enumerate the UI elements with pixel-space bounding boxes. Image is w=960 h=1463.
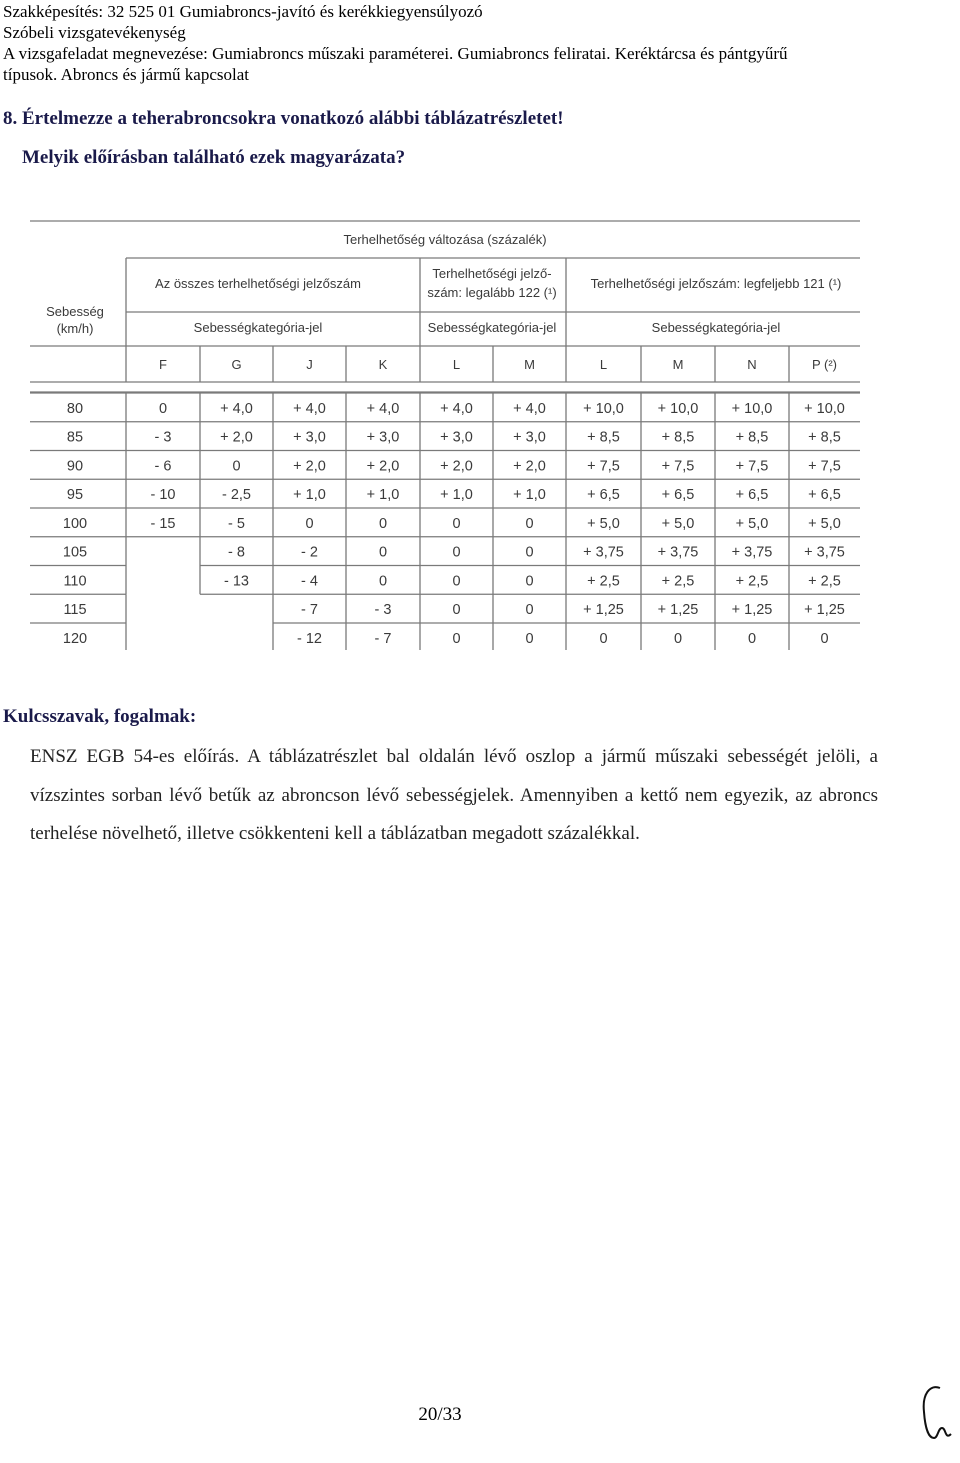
table-cell: + 3,0 (366, 429, 400, 446)
column-letter: L (452, 357, 461, 372)
table-cell: + 1,25 (804, 602, 845, 619)
row-speed: 120 (62, 630, 88, 647)
table-cell: + 3,75 (657, 544, 699, 561)
table-cell: 0 (525, 573, 534, 590)
table-cell: + 10,0 (731, 400, 773, 417)
table-cell: 0 (525, 602, 534, 619)
table-cell: + 8,5 (735, 429, 769, 446)
table-cell: + 3,0 (513, 429, 546, 446)
row-speed: 85 (66, 429, 84, 446)
column-letter: P (²) (811, 357, 838, 372)
table-cell: + 2,0 (513, 458, 546, 475)
table-cell: + 4,0 (293, 400, 326, 417)
table-cell: + 2,0 (440, 458, 473, 475)
table-cell: 0 (378, 544, 388, 561)
table-cell: + 6,5 (735, 487, 769, 504)
table-cell: 0 (305, 515, 314, 532)
signature-mark (918, 1382, 954, 1442)
question-line-2: Melyik előírásban található ezek magyarázata? (22, 147, 406, 168)
load-change-table (30, 220, 860, 650)
table-cell: + 10,0 (804, 400, 845, 417)
page-number: 20/33 (418, 1404, 462, 1425)
table-cell: 0 (452, 573, 461, 590)
table-cell: + 3,75 (583, 544, 624, 561)
load-change-table-graphic (30, 220, 860, 650)
column-letter: M (524, 357, 535, 372)
table-cell: - 6 (154, 458, 172, 475)
table-cell: - 13 (224, 573, 249, 590)
table-cell: + 3,0 (293, 429, 326, 446)
subheader-speed-category-3: Sebességkategória-jel (651, 320, 781, 335)
speed-label-line-2: (km/h) (56, 321, 94, 336)
table-cell: 0 (158, 400, 168, 417)
header-line-3: A vizsgafeladat megnevezése: Gumiabroncs műszaki paraméterei. Gumiabroncs feliratai. Keréktárcsa és pántgyűrű (3, 44, 788, 63)
table-cell: - 10 (150, 487, 176, 504)
table-cell: 0 (599, 630, 608, 647)
table-cell: + 7,5 (587, 458, 620, 475)
column-letter: J (306, 357, 313, 372)
header-line-2: Szóbeli vizsgatevékenység (3, 23, 186, 42)
table-cell: + 10,0 (657, 400, 699, 417)
table-cell: + 5,0 (587, 515, 620, 532)
table-cell: + 10,0 (583, 400, 624, 417)
table-cell: 0 (452, 602, 461, 619)
table-cell: + 1,0 (366, 487, 400, 504)
table-cell: + 7,5 (735, 458, 769, 475)
table-cell: - 8 (228, 544, 245, 561)
table-cell: - 3 (154, 429, 172, 446)
group-max-121: Terhelhetőségi jelzőszám: legfeljebb 121 (¹) (590, 276, 842, 291)
table-cell: + 4,0 (366, 400, 400, 417)
table-cell: + 8,5 (808, 429, 841, 446)
row-speed: 105 (62, 544, 88, 561)
row-speed: 110 (63, 573, 87, 590)
table-cell: + 1,25 (657, 602, 699, 619)
table-cell: 0 (673, 630, 683, 647)
column-letter: N (747, 357, 757, 372)
row-speed: 80 (66, 400, 84, 417)
column-letter: G (231, 357, 242, 372)
table-cell: 0 (452, 515, 461, 532)
table-cell: 0 (452, 544, 461, 561)
table-cell: + 4,0 (220, 400, 253, 417)
column-letter: M (672, 357, 684, 372)
table-cell: - 15 (150, 515, 176, 532)
table-cell: + 1,0 (293, 487, 326, 504)
table-title: Terhelhetőség változása (százalék) (343, 232, 547, 247)
column-letter: F (159, 357, 167, 372)
header-line-1: Szakképesítés: 32 525 01 Gumiabroncs-javító és kerékkiegyensúlyozó (3, 2, 483, 21)
table-cell: + 6,5 (808, 487, 841, 504)
table-cell: + 5,0 (661, 515, 695, 532)
table-cell: + 4,0 (513, 400, 546, 417)
group-min-122-line-1: Terhelhetőségi jelző- (432, 266, 552, 281)
table-cell: - 12 (297, 630, 322, 647)
table-cell: 0 (525, 544, 534, 561)
table-cell: + 1,25 (731, 602, 773, 619)
table-cell: - 5 (228, 515, 245, 532)
keywords-heading: Kulcsszavak, fogalmak: (3, 706, 197, 727)
table-cell: - 7 (374, 630, 392, 647)
table-cell: 0 (820, 630, 829, 647)
row-speed: 95 (66, 487, 84, 504)
table-cell: - 2 (301, 544, 318, 561)
table-cell: + 2,0 (220, 429, 253, 446)
table-cell: + 2,0 (366, 458, 400, 475)
table-cell: + 2,5 (735, 573, 769, 590)
table-cell: 0 (378, 515, 388, 532)
table-cell: + 5,0 (808, 515, 841, 532)
table-cell: - 2,5 (221, 487, 252, 504)
table-cell: + 7,5 (808, 458, 841, 475)
table-cell: 0 (232, 458, 241, 475)
column-letter: K (378, 357, 388, 372)
table-cell: + 2,5 (661, 573, 695, 590)
table-cell: 0 (452, 630, 461, 647)
table-cell: + 4,0 (440, 400, 473, 417)
subheader-speed-category-2: Sebességkategória-jel (427, 320, 557, 335)
row-speed: 115 (63, 602, 87, 619)
row-speed: 100 (62, 515, 88, 532)
table-cell: + 1,0 (440, 487, 473, 504)
speed-label-line-1: Sebesség (46, 304, 104, 319)
table-cell: - 4 (301, 573, 318, 590)
table-cell: + 5,0 (735, 515, 769, 532)
table-cell: + 2,5 (808, 573, 841, 590)
header-line-4: típusok. Abroncs és jármű kapcsolat (3, 65, 249, 84)
table-cell: + 3,75 (731, 544, 773, 561)
table-cell: + 2,5 (587, 573, 620, 590)
table-cell: + 1,25 (583, 602, 624, 619)
table-cell: 0 (525, 630, 534, 647)
table-cell: + 6,5 (661, 487, 695, 504)
keywords-paragraph: ENSZ EGB 54-es előírás. A táblázatrészlet bal oldalán lévő oszlop a jármű műszaki sebességét jelöli, a vízszintes sorban lévő betűk az abroncson lévő sebességjelek. Amennyiben a kettő nem egyezik, az abroncs terhelése növelhető, illetve csökkenteni kell a táblázatban megadott százalékkal. (30, 746, 878, 844)
group-all-load-index: Az összes terhelhetőségi jelzőszám (155, 276, 361, 291)
table-cell: + 8,5 (587, 429, 620, 446)
table-cell: 0 (525, 515, 534, 532)
table-cell: 0 (378, 573, 388, 590)
question-line-1: 8. Értelmezze a teherabroncsokra vonatkozó alábbi táblázatrészletet! (3, 108, 564, 129)
row-speed: 90 (66, 458, 84, 475)
table-cell: + 2,0 (293, 458, 326, 475)
table-cell: 0 (747, 630, 757, 647)
table-cell: + 3,75 (804, 544, 845, 561)
table-cell: - 7 (301, 602, 318, 619)
table-cell: + 7,5 (661, 458, 695, 475)
table-cell: + 6,5 (587, 487, 620, 504)
group-min-122-line-2: szám: legalább 122 (¹) (427, 285, 557, 300)
table-cell: - 3 (374, 602, 392, 619)
subheader-speed-category-1: Sebességkategória-jel (193, 320, 323, 335)
table-cell: + 3,0 (440, 429, 473, 446)
table-cell: + 1,0 (513, 487, 546, 504)
column-letter: L (599, 357, 608, 372)
table-cell: + 8,5 (661, 429, 695, 446)
